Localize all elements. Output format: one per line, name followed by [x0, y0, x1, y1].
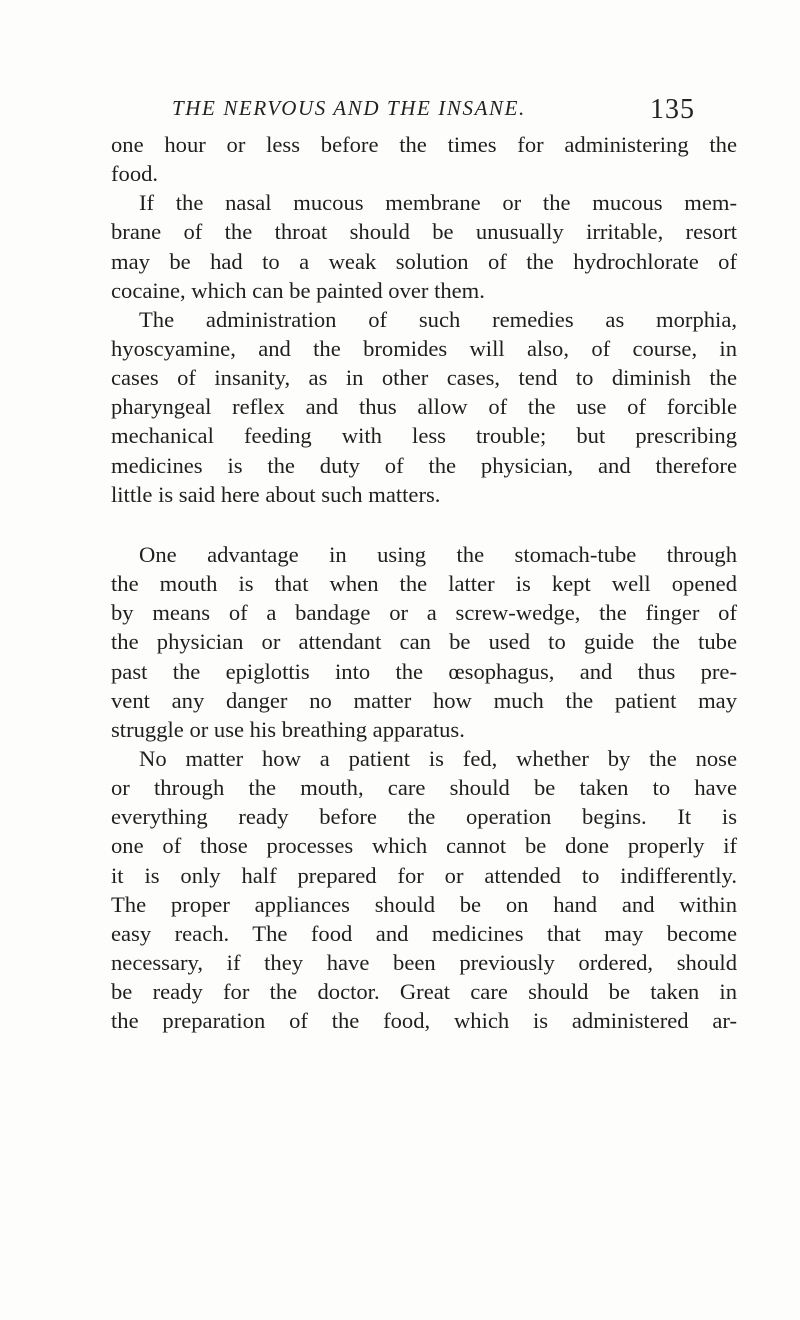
- text-line: medicines is the duty of the physician, and therefore: [111, 452, 737, 478]
- text-line: everything ready before the operation begins. It is: [111, 804, 737, 830]
- text-line: it is only half prepared for or attended to indifferently.: [111, 862, 737, 888]
- text-line: the physician or attendant can be used to guide the tube: [111, 629, 737, 655]
- text-line: cases of insanity, as in other cases, tend to diminish the: [111, 365, 737, 391]
- text-line: the preparation of the food, which is administered ar-: [111, 1008, 737, 1034]
- text-line: the mouth is that when the latter is kept well opened: [111, 571, 737, 597]
- text-line: one of those processes which cannot be done properly if: [111, 833, 737, 859]
- text-line: pharyngeal reflex and thus allow of the use of forcible: [111, 394, 737, 420]
- text-line: be ready for the doctor. Great care should be taken in: [111, 979, 737, 1005]
- text-line: struggle or use his breathing apparatus.: [111, 716, 465, 742]
- text-line: hyoscyamine, and the bromides will also, of course, in: [111, 335, 737, 361]
- text-line: brane of the throat should be unusually irritable, resort: [111, 219, 737, 245]
- text-line: necessary, if they have been previously ordered, should: [111, 949, 737, 975]
- text-line: past the epiglottis into the œsophagus, and thus pre-: [111, 658, 737, 684]
- running-title: THE NERVOUS AND THE INSANE.: [172, 96, 526, 120]
- text-line: may be had to a weak solution of the hydrochlorate of: [111, 248, 737, 274]
- text-block-lower: [111, 540, 737, 1035]
- text-line: by means of a bandage or a screw-wedge, the finger of: [111, 600, 737, 626]
- text-line: or through the mouth, care should be taken to have: [111, 775, 737, 801]
- text-line: mechanical feeding with less trouble; but prescribing: [111, 423, 737, 449]
- text-line: One advantage in using the stomach-tube through: [139, 542, 737, 567]
- text-block-upper: [111, 130, 737, 509]
- page-number: 135: [650, 94, 695, 125]
- text-line: easy reach. The food and medicines that may become: [111, 920, 737, 946]
- text-line: little is said here about such matters.: [111, 481, 441, 507]
- text-line: food.: [111, 161, 159, 187]
- text-line: vent any danger no matter how much the patient may: [111, 687, 737, 713]
- text-line: No matter how a patient is fed, whether by the nose: [139, 745, 737, 771]
- text-line: cocaine, which can be painted over them.: [111, 277, 485, 303]
- text-line: If the nasal mucous membrane or the mucous mem-: [139, 190, 737, 216]
- text-line: one hour or less before the times for administering the: [111, 132, 737, 157]
- text-line: The administration of such remedies as morphia,: [139, 306, 737, 332]
- text-line: The proper appliances should be on hand and within: [111, 891, 737, 917]
